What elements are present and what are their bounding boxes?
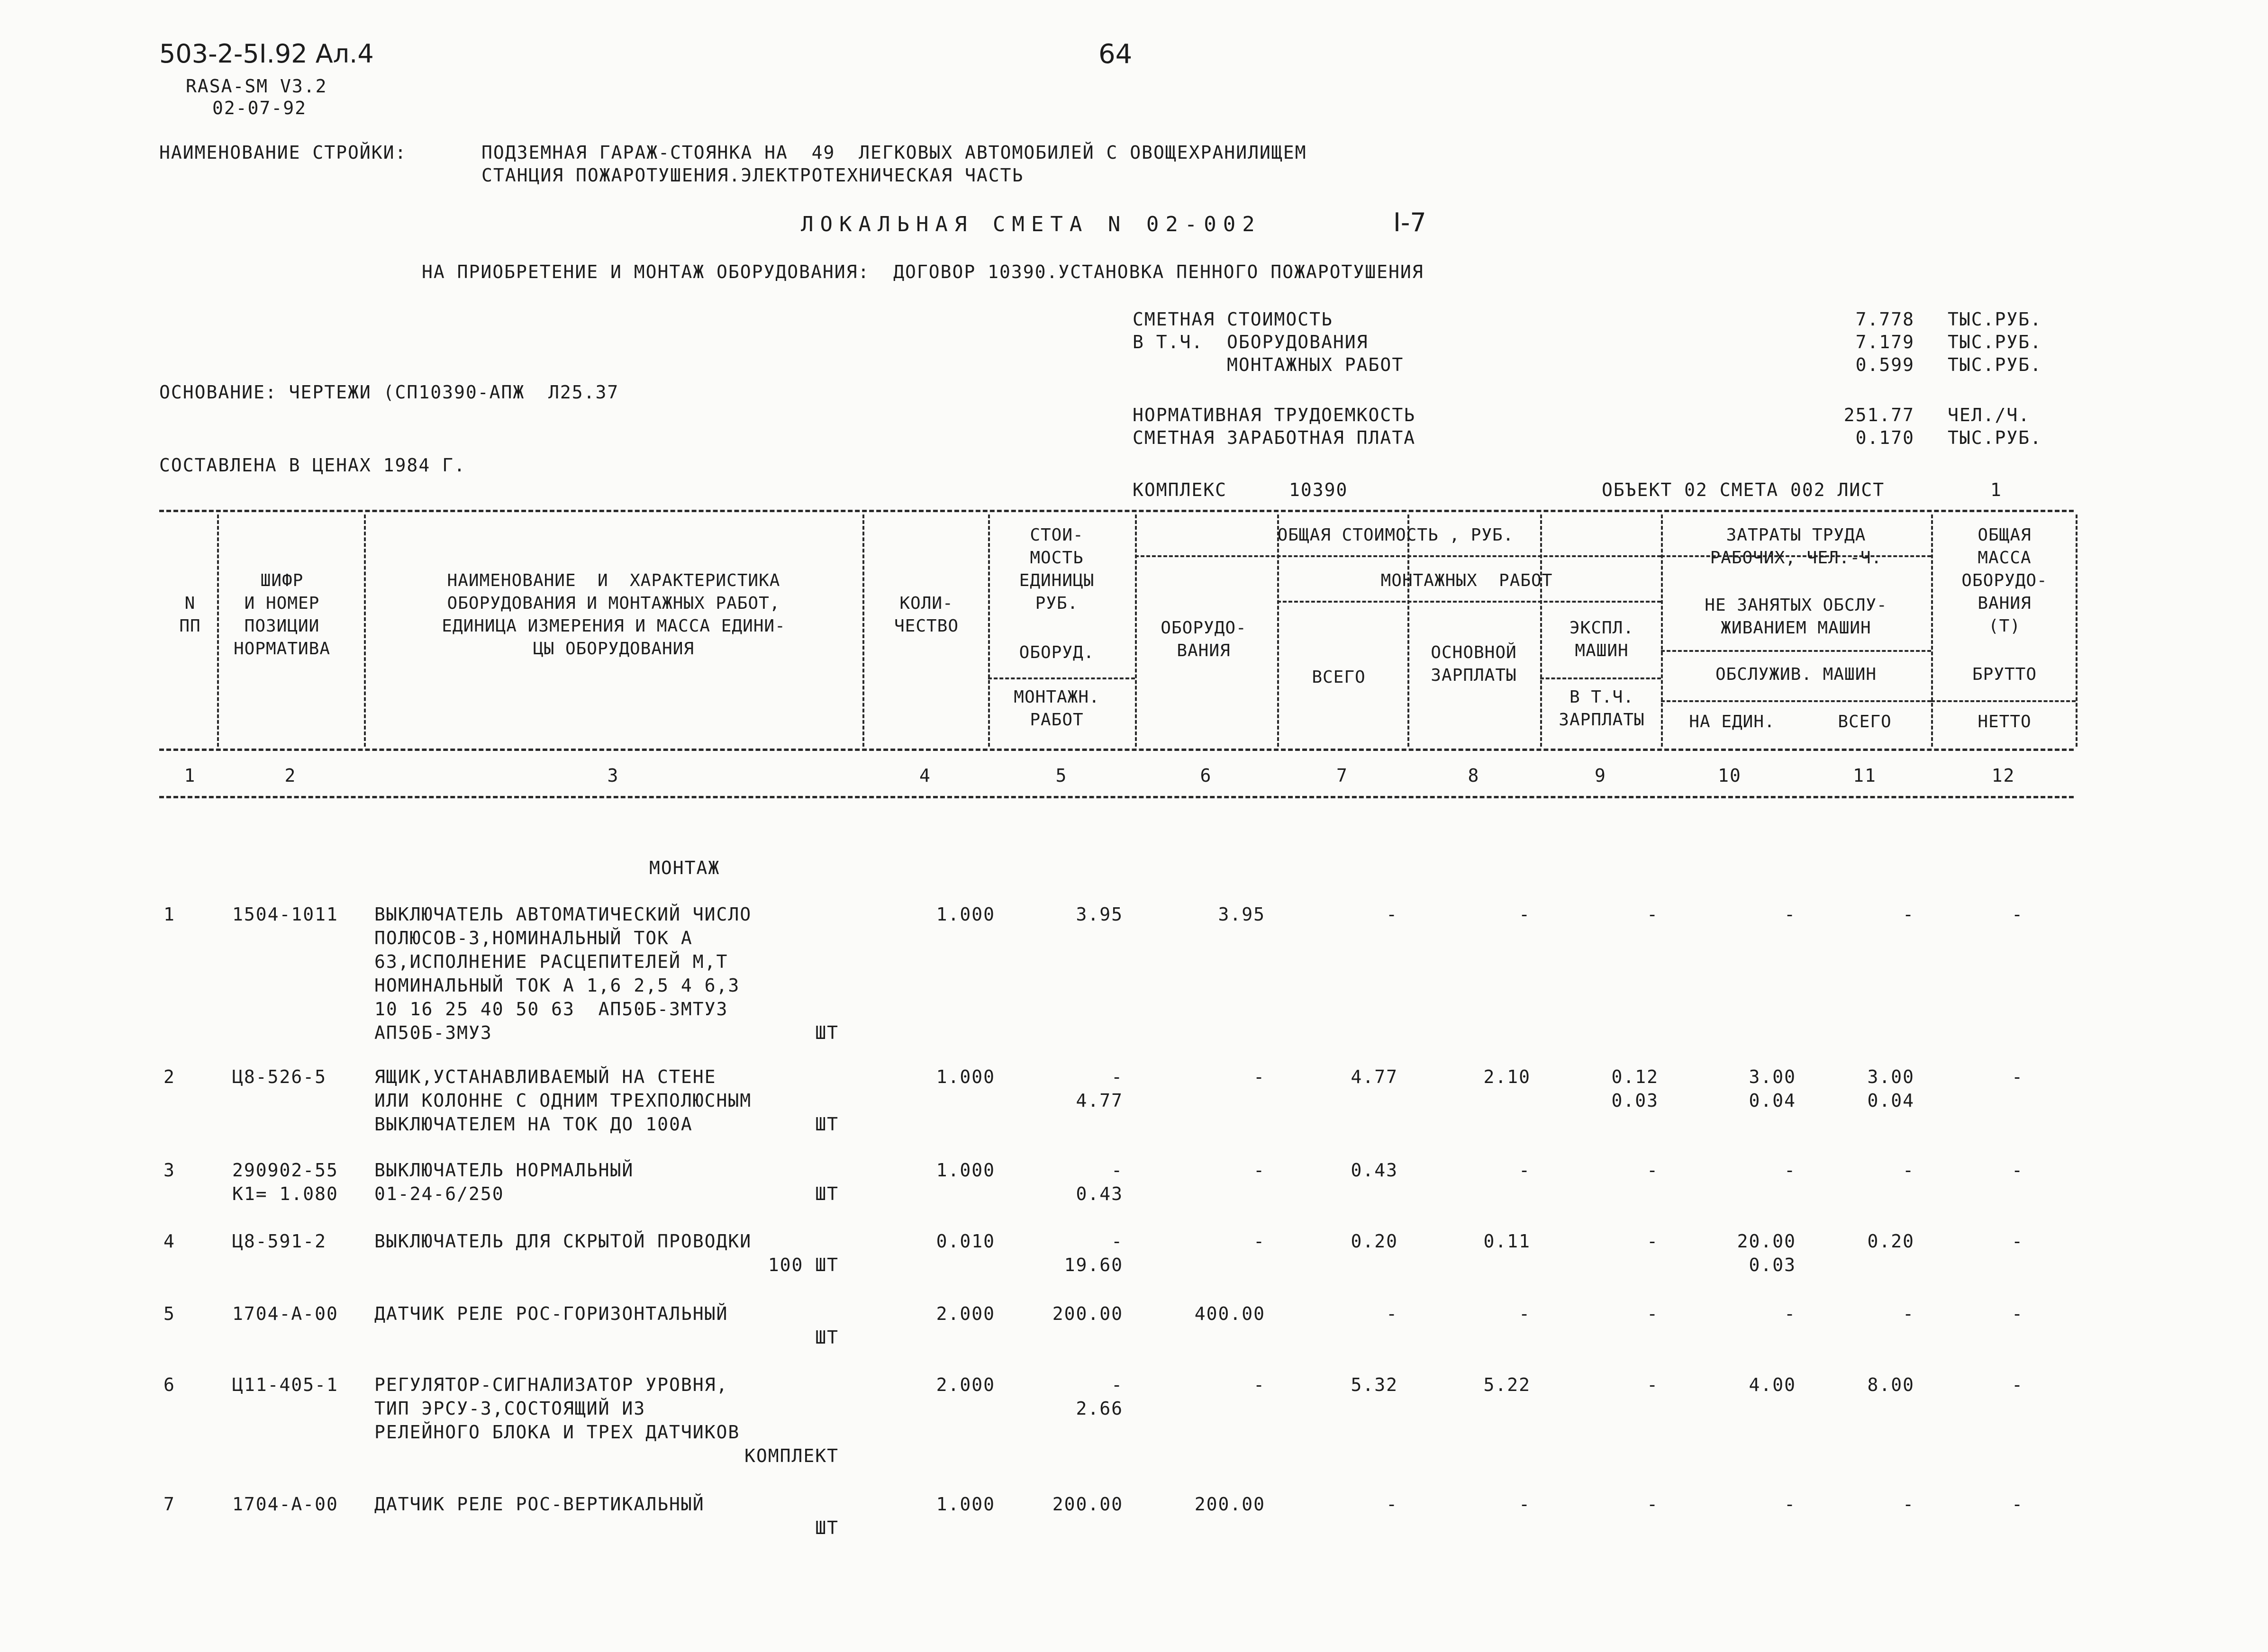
quantity: 2.000	[936, 1303, 995, 1324]
item-name: РЕГУЛЯТОР-СИГНАЛИЗАТОР УРОВНЯ, ТИП ЭРСУ-3,СОСТОЯЩИЙ ИЗ РЕЛЕЙНОГО БЛОКА И ТРЕХ ДАТЧИКОВ	[374, 1374, 740, 1443]
unit-cost-mounting: 4.77	[1076, 1090, 1123, 1111]
column-number: 9	[1595, 765, 1606, 786]
item-unit: КОМПЛЕКТ	[744, 1445, 839, 1466]
header-row-separator	[988, 677, 1135, 679]
col-header-12-gross: БРУТТО	[1972, 665, 2037, 684]
quantity: 1.000	[936, 904, 995, 925]
labor-total-machine: 0.04	[1867, 1090, 1914, 1111]
basis: ОСНОВАНИЕ: ЧЕРТЕЖИ (СП10390-АПЖ Л25.37	[159, 382, 619, 403]
complex-value: 10390	[1289, 479, 1348, 500]
header-row-separator	[1135, 555, 1661, 557]
mounting-total: 0.20	[1351, 1231, 1398, 1252]
total-equipment: -	[1253, 1231, 1265, 1252]
group-labor: ЗАТРАТЫ ТРУДА РАБОЧИХ, ЧЕЛ.-Ч.	[1710, 525, 1882, 568]
machine-operation: -	[1647, 1231, 1659, 1252]
header-column-separator	[1277, 515, 1279, 747]
row-number: 3	[163, 1160, 175, 1181]
item-name: ВЫКЛЮЧАТЕЛЬ АВТОМАТИЧЕСКИЙ ЧИСЛО ПОЛЮСОВ-3,НОМИНАЛЬНЫЙ ТОК А 63,ИСПОЛНЕНИЕ РАСЦЕПИТЕЛЕЙ М,Т НОМИНАЛЬНЫЙ ТОК А 1,6 2,5 4 6,3 10 16 25 40 50 63 АП50Б-3МТУ3 АП50Б-3МУ3	[374, 904, 752, 1043]
column-number: 7	[1336, 765, 1348, 786]
row-number: 7	[163, 1494, 175, 1515]
machine-operation: -	[1647, 904, 1659, 925]
item-name: ВЫКЛЮЧАТЕЛЬ НОРМАЛЬНЫЙ 01-24-6/250	[374, 1160, 634, 1204]
unit-cost-equipment: -	[1111, 1160, 1123, 1181]
header-column-separator	[1931, 515, 1933, 747]
summary-label: МОНТАЖНЫХ РАБОТ	[1133, 354, 1404, 375]
summary-label: СМЕТНАЯ ЗАРАБОТНАЯ ПЛАТА	[1133, 427, 1416, 448]
labor-per-unit: -	[1784, 1303, 1796, 1324]
estimate-purpose: НА ПРИОБРЕТЕНИЕ И МОНТАЖ ОБОРУДОВАНИЯ: ДОГОВОР 10390.УСТАНОВКА ПЕННОГО ПОЖАРОТУШЕНИЯ	[422, 262, 1424, 282]
item-unit: ШТ	[815, 1183, 839, 1204]
labor-per-unit: -	[1784, 1160, 1796, 1181]
machine-operation: -	[1647, 1374, 1659, 1395]
quantity: 1.000	[936, 1066, 995, 1087]
machine-operation: -	[1647, 1303, 1659, 1324]
col-header-10: НА ЕДИН.	[1689, 712, 1775, 731]
col-header-1: N ПП	[179, 594, 201, 636]
column-number: 1	[184, 765, 196, 786]
item-unit: ШТ	[815, 1114, 839, 1135]
summary-value: 0.599	[1855, 354, 1914, 375]
unit-cost-equipment: 200.00	[1052, 1303, 1123, 1324]
row-number: 1	[163, 904, 175, 925]
quantity: 0.010	[936, 1231, 995, 1252]
item-unit: ШТ	[815, 1022, 839, 1043]
equipment-mass: -	[2012, 1160, 2023, 1181]
section-title: МОНТАЖ	[649, 858, 720, 878]
construction-line-2: СТАНЦИЯ ПОЖАРОТУШЕНИЯ.ЭЛЕКТРОТЕХНИЧЕСКАЯ ЧАСТЬ	[481, 165, 1024, 186]
base-wages: -	[1519, 1160, 1531, 1181]
summary-value: 0.170	[1855, 427, 1914, 448]
equipment-mass: -	[2012, 1374, 2023, 1395]
summary-label: СМЕТНАЯ СТОИМОСТЬ	[1133, 309, 1333, 330]
labor-per-unit: 3.00	[1749, 1066, 1796, 1087]
header-column-separator	[1407, 515, 1409, 747]
summary-unit: ЧЕЛ./Ч.	[1948, 405, 2031, 425]
item-unit: 100 ШТ	[768, 1255, 839, 1275]
header-row-separator	[1277, 601, 1661, 603]
base-wages: -	[1519, 904, 1531, 925]
item-unit: ШТ	[815, 1327, 839, 1348]
col-header-6: ОБОРУДО- ВАНИЯ	[1161, 618, 1247, 660]
header-column-separator	[862, 515, 864, 747]
col-header-11: ВСЕГО	[1838, 712, 1892, 731]
page-number: 64	[1098, 39, 1133, 70]
unit-cost-equipment: -	[1111, 1066, 1123, 1087]
norm-code: 1704-А-00	[232, 1494, 338, 1515]
labor-total: 8.00	[1867, 1374, 1914, 1395]
price-basis: СОСТАВЛЕНА В ЦЕНАХ 1984 Г.	[159, 455, 466, 476]
construction-label: НАИМЕНОВАНИЕ СТРОЙКИ:	[159, 142, 407, 163]
header-row-separator	[1931, 700, 2076, 702]
mounting-total: 0.43	[1351, 1160, 1398, 1181]
machine-operation: -	[1647, 1494, 1659, 1515]
document-code: 503-2-5I.92 Ал.4	[159, 39, 374, 69]
norm-code: 1504-1011	[232, 904, 338, 925]
base-wages: 0.11	[1483, 1231, 1531, 1252]
total-equipment: 200.00	[1194, 1494, 1265, 1515]
unit-cost-mounting: 2.66	[1076, 1398, 1123, 1419]
labor-total: -	[1903, 1160, 1914, 1181]
col-header-9-bot: В Т.Ч. ЗАРПЛАТЫ	[1559, 687, 1645, 730]
equipment-mass: -	[2012, 1303, 2023, 1324]
item-name: ВЫКЛЮЧАТЕЛЬ ДЛЯ СКРЫТОЙ ПРОВОДКИ	[374, 1231, 752, 1252]
norm-code: Ц8-526-5	[232, 1066, 327, 1087]
group-total-cost: ОБЩАЯ СТОИМОСТЬ , РУБ.	[1277, 525, 1514, 545]
item-name: ЯЩИК,УСТАНАВЛИВАЕМЫЙ НА СТЕНЕ ИЛИ КОЛОННЕ С ОДНИМ ТРЕХПОЛЮСНЫМ ВЫКЛЮЧАТЕЛЕМ НА ТОК ДО 100А	[374, 1066, 752, 1135]
col-header-2: ШИФР И НОМЕР ПОЗИЦИИ НОРМАТИВА	[233, 571, 331, 659]
column-number: 4	[919, 765, 931, 786]
mounting-total: -	[1386, 904, 1398, 925]
row-number: 5	[163, 1303, 175, 1324]
unit-cost-equipment: -	[1111, 1231, 1123, 1252]
labor-per-unit: -	[1784, 904, 1796, 925]
unit-cost-equipment: 200.00	[1052, 1494, 1123, 1515]
summary-unit: ТЫС.РУБ.	[1948, 427, 2042, 448]
quantity: 2.000	[936, 1374, 995, 1395]
base-wages: -	[1519, 1494, 1531, 1515]
col-header-8: ОСНОВНОЙ ЗАРПЛАТЫ	[1431, 643, 1517, 685]
column-numbers-rule	[159, 796, 2074, 798]
col-header-12-top: ОБЩАЯ МАССА ОБОРУДО- ВАНИЯ (Т)	[1961, 525, 2048, 636]
column-number: 6	[1200, 765, 1212, 786]
column-number: 10	[1718, 765, 1742, 786]
col-header-5-mid: ОБОРУД.	[1019, 643, 1095, 662]
print-date: 02-07-92	[212, 98, 307, 118]
equipment-mass: -	[2012, 1066, 2023, 1087]
machine-operation: 0.12	[1611, 1066, 1659, 1087]
labor-per-unit: 20.00	[1737, 1231, 1796, 1252]
norm-code: Ц8-591-2	[232, 1231, 327, 1252]
column-number: 8	[1468, 765, 1480, 786]
unit-cost-equipment: -	[1111, 1374, 1123, 1395]
table-top-rule	[159, 510, 2074, 512]
header-row-separator	[1661, 700, 1931, 702]
quantity: 1.000	[936, 1160, 995, 1181]
group-mount-works: МОНТАЖНЫХ РАБОТ	[1380, 571, 1553, 590]
base-wages: 5.22	[1483, 1374, 1531, 1395]
header-row-separator	[1540, 677, 1661, 679]
col-header-12-net: НЕТТО	[1978, 712, 2032, 731]
labor-total: -	[1903, 1494, 1914, 1515]
sheet-number: 1	[1990, 479, 2002, 500]
base-wages: 2.10	[1483, 1066, 1531, 1087]
column-number: 5	[1055, 765, 1068, 786]
row-number: 6	[163, 1374, 175, 1395]
col-header-4: КОЛИ- ЧЕСТВО	[894, 594, 959, 636]
column-number: 2	[284, 765, 297, 786]
col-header-5-bot: МОНТАЖН. РАБОТ	[1014, 687, 1100, 730]
col-header-7: ВСЕГО	[1312, 668, 1366, 687]
program-version: RASA-SM V3.2	[186, 76, 327, 97]
labor-per-unit: -	[1784, 1494, 1796, 1515]
base-wages: -	[1519, 1303, 1531, 1324]
summary-unit: ТЫС.РУБ.	[1948, 309, 2042, 330]
labor-total: -	[1903, 904, 1914, 925]
equipment-mass: -	[2012, 1231, 2023, 1252]
labor-total: 0.20	[1867, 1231, 1914, 1252]
item-name: ДАТЧИК РЕЛЕ РОС-ВЕРТИКАЛЬНЫЙ	[374, 1494, 705, 1515]
equipment-mass: -	[2012, 904, 2023, 925]
equipment-mass: -	[2012, 1494, 2023, 1515]
norm-code: 290902-55 К1= 1.080	[232, 1160, 338, 1204]
mounting-total: 4.77	[1351, 1066, 1398, 1087]
labor-total: 3.00	[1867, 1066, 1914, 1087]
mounting-total: -	[1386, 1494, 1398, 1515]
summary-value: 251.77	[1843, 405, 1914, 425]
header-column-separator	[2076, 515, 2077, 747]
column-number: 12	[1991, 765, 2015, 786]
labor-total: -	[1903, 1303, 1914, 1324]
unit-cost-equipment: 3.95	[1076, 904, 1123, 925]
estimate-title: ЛОКАЛЬНАЯ СМЕТА N 02-002	[801, 212, 1261, 236]
col-header-3: НАИМЕНОВАНИЕ И ХАРАКТЕРИСТИКА ОБОРУДОВАНИЯ И МОНТАЖНЫХ РАБОТ, ЕДИНИЦА ИЗМЕРЕНИЯ И МАССА ЕДИНИ- ЦЫ ОБОРУДОВАНИЯ	[442, 571, 786, 659]
object-label: ОБЪЕКТ 02 СМЕТА 002 ЛИСТ	[1602, 479, 1885, 500]
item-name: ДАТЧИК РЕЛЕ РОС-ГОРИЗОНТАЛЬНЫЙ	[374, 1303, 728, 1324]
header-bottom-rule	[159, 749, 2074, 751]
mounting-total: -	[1386, 1303, 1398, 1324]
construction-line-1: ПОДЗЕМНАЯ ГАРАЖ-СТОЯНКА НА 49 ЛЕГКОВЫХ АВТОМОБИЛЕЙ С ОВОЩЕХРАНИЛИЩЕМ	[481, 142, 1307, 163]
summary-unit: ТЫС.РУБ.	[1948, 332, 2042, 352]
summary-unit: ТЫС.РУБ.	[1948, 354, 2042, 375]
column-number: 3	[607, 765, 619, 786]
row-number: 2	[163, 1066, 175, 1087]
col-header-9-top: ЭКСПЛ. МАШИН	[1569, 618, 1634, 660]
total-equipment: 400.00	[1194, 1303, 1265, 1324]
summary-value: 7.179	[1855, 332, 1914, 352]
mounting-total: 5.32	[1351, 1374, 1398, 1395]
machine-operation: -	[1647, 1160, 1659, 1181]
quantity: 1.000	[936, 1494, 995, 1515]
complex-label: КОМПЛЕКС	[1133, 479, 1227, 500]
column-number: 11	[1853, 765, 1877, 786]
labor-per-unit-machine: 0.03	[1749, 1255, 1796, 1275]
norm-code: Ц11-405-1	[232, 1374, 338, 1395]
labor-machine: ОБСЛУЖИВ. МАШИН	[1715, 665, 1877, 684]
total-equipment: 3.95	[1218, 904, 1265, 925]
labor-not-machine: НЕ ЗАНЯТЫХ ОБСЛУ- ЖИВАНИЕМ МАШИН	[1705, 596, 1887, 638]
total-equipment: -	[1253, 1374, 1265, 1395]
row-number: 4	[163, 1231, 175, 1252]
summary-label: В Т.Ч. ОБОРУДОВАНИЯ	[1133, 332, 1369, 352]
col-header-5-top: СТОИ- МОСТЬ ЕДИНИЦЫ РУБ.	[1019, 525, 1095, 613]
summary-label: НОРМАТИВНАЯ ТРУДОЕМКОСТЬ	[1133, 405, 1416, 425]
total-equipment: -	[1253, 1066, 1265, 1087]
labor-per-unit: 4.00	[1749, 1374, 1796, 1395]
norm-code: 1704-А-00	[232, 1303, 338, 1324]
labor-per-unit-machine: 0.04	[1749, 1090, 1796, 1111]
machine-wages: 0.03	[1611, 1090, 1659, 1111]
total-equipment: -	[1253, 1160, 1265, 1181]
header-row-separator	[1661, 650, 1931, 652]
summary-value: 7.778	[1855, 309, 1914, 330]
unit-cost-mounting: 0.43	[1076, 1183, 1123, 1204]
item-unit: ШТ	[815, 1517, 839, 1538]
estimate-number: I-7	[1393, 208, 1426, 237]
unit-cost-mounting: 19.60	[1064, 1255, 1123, 1275]
